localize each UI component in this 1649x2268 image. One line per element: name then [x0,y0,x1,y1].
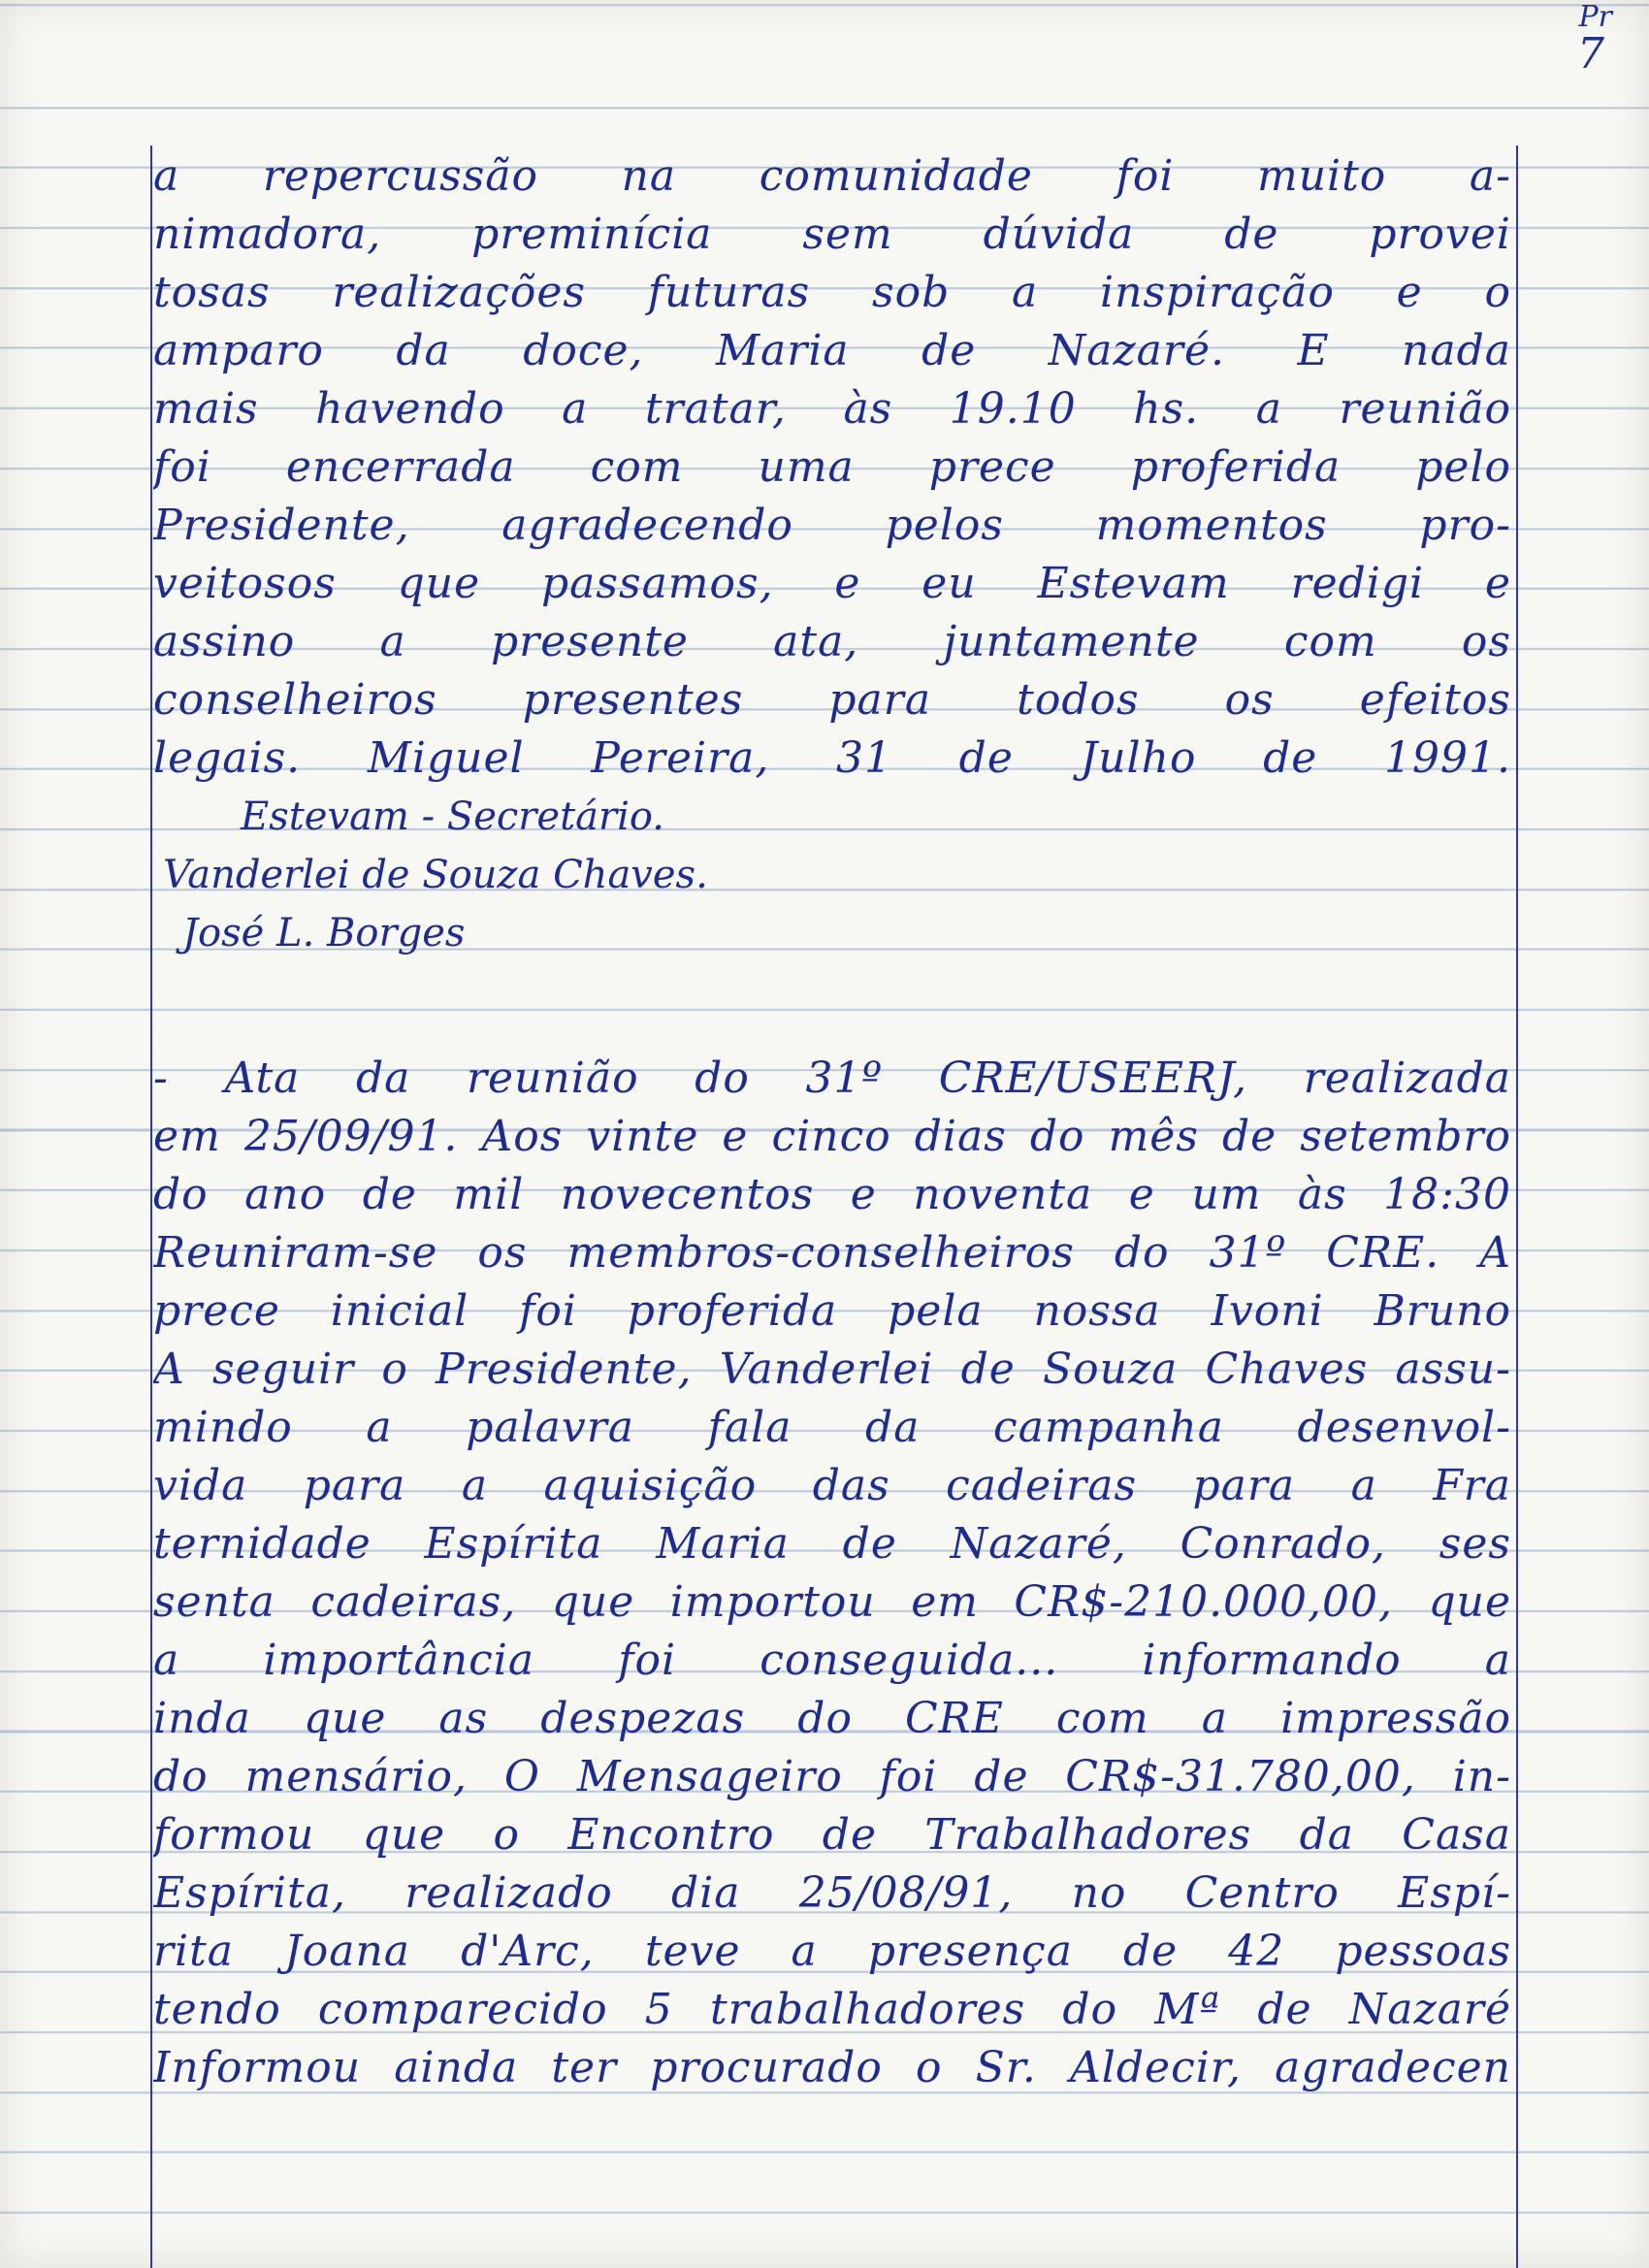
text-line: prece inicial foi proferida pela nossa Ivoni Bruno [153,1286,1511,1336]
text-line: ternidade Espírita Maria de Nazaré, Conrado, ses [153,1519,1511,1569]
text-line: Presidente, agradecendo pelos momentos pro- [153,501,1511,550]
right-margin-line [1516,146,1518,2268]
left-margin-line [150,146,152,2268]
text-line: legais. Miguel Pereira, 31 de Julho de 1991. [153,733,1511,783]
text-line: rita Joana d'Arc, teve a presença de 42 pessoas [153,1927,1511,1976]
text-line: inda que as despezas do CRE com a impressão [153,1694,1511,1743]
corner-mark: Pr [1578,0,1612,34]
text-line: do mensário, O Mensageiro foi de CR$-31.780,00, in- [153,1752,1511,1801]
signature-member: José L. Borges [182,911,466,956]
text-line: vida para a aquisição das cadeiras para a Fra [153,1461,1511,1510]
text-line: senta cadeiras, que importou em CR$-210.000,00, que [153,1577,1511,1627]
text-line: do ano de mil novecentos e noventa e um às 18:30 [153,1170,1511,1219]
text-line: Espírita, realizado dia 25/08/91, no Centro Espí- [153,1868,1511,1918]
minutes-25-09-91 [153,1050,1511,2097]
text-line: - Ata da reunião do 31º CRE/USEERJ, realizada [153,1053,1511,1103]
signature-secretary: Estevam - Secretário. [241,794,664,839]
text-line: veitosos que passamos, e eu Estevam redigi e [153,559,1511,608]
text-line: foi encerrada com uma prece proferida pelo [153,442,1511,492]
text-line: em 25/09/91. Aos vinte e cinco dias do mês de setembro [153,1112,1511,1161]
text-line: Reuniram-se os membros-conselheiros do 31º CRE. A [153,1228,1511,1278]
text-line: assino a presente ata, juntamente com os [153,617,1511,666]
text-line: tendo comparecido 5 trabalhadores do Mª de Nazaré [153,1985,1511,2034]
text-line: mais havendo a tratar, às 19.10 hs. a reunião [153,384,1511,434]
text-line: formou que o Encontro de Trabalhadores da Casa [153,1810,1511,1860]
text-line: a importância foi conseguida... informando a [153,1636,1511,1685]
signature-president: Vanderlei de Souza Chaves. [163,853,708,897]
text-line: a repercussão na comunidade foi muito a- [153,151,1511,201]
text-line: tosas realizações futuras sob a inspiração e o [153,268,1511,317]
text-line: A seguir o Presidente, Vanderlei de Souza Chaves assu- [153,1345,1511,1394]
text-line: conselheiros presentes para todos os efeitos [153,675,1511,725]
text-line: nimadora, preminícia sem dúvida de provei [153,210,1511,259]
text-line: amparo da doce, Maria de Nazaré. E nada [153,326,1511,375]
previous-minutes-ending [153,147,1511,962]
page-number: 7 [1577,29,1604,79]
text-line: Informou ainda ter procurado o Sr. Aldecir, agradecen [153,2043,1511,2092]
text-line: mindo a palavra fala da campanha desenvol- [153,1403,1511,1452]
